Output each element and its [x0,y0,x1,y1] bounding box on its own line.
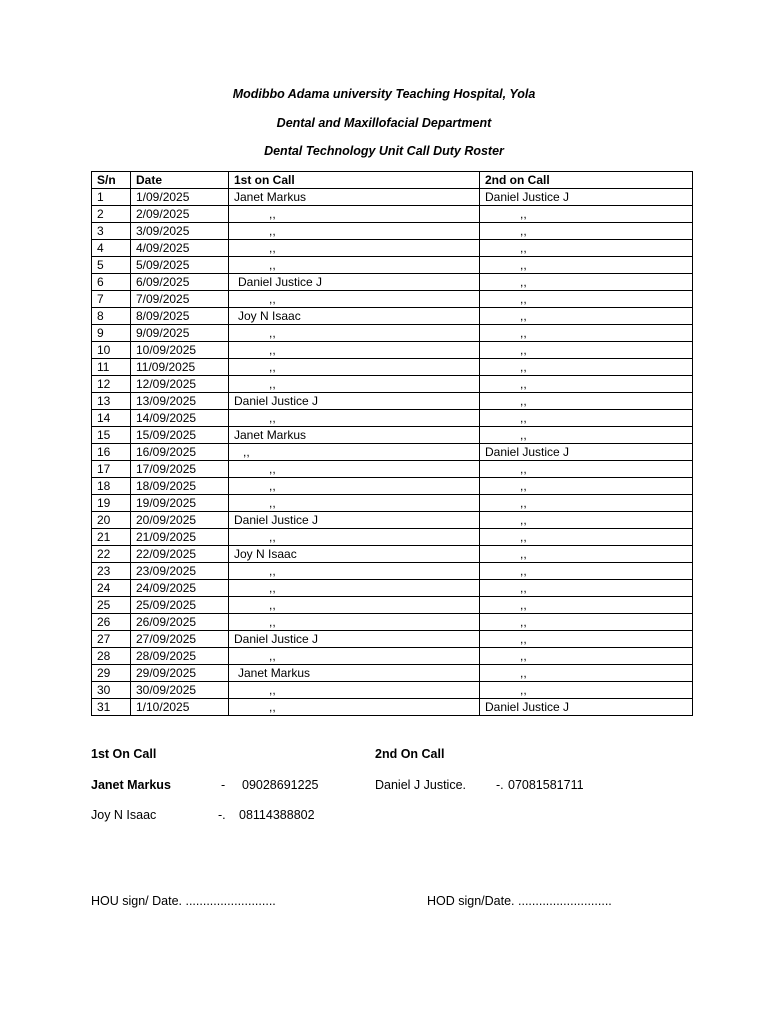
cell-sn: 20 [92,512,131,529]
table-row [92,478,693,495]
cell-second-on-call: Daniel Justice J [480,699,693,716]
table-row [92,665,693,682]
table-row [92,342,693,359]
table-row [92,563,693,580]
cell-sn: 10 [92,342,131,359]
contact-joy-name: Joy N Isaac [91,808,157,822]
contact-janet-name: Janet Markus [91,778,171,792]
cell-second-on-call: ,, [480,478,693,495]
cell-second-on-call: ,, [480,546,693,563]
cell-first-on-call: Daniel Justice J [229,512,480,529]
cell-sn: 12 [92,376,131,393]
cell-first-on-call: ,, [229,342,480,359]
roster-table [91,171,693,716]
hou-signature-line: HOU sign/ Date. .......................... [91,894,276,908]
cell-sn: 30 [92,682,131,699]
cell-second-on-call: ,, [480,529,693,546]
cell-first-on-call: ,, [229,206,480,223]
table-row [92,495,693,512]
roster-title: Dental Technology Unit Call Duty Roster [264,144,504,158]
cell-sn: 28 [92,648,131,665]
cell-sn: 2 [92,206,131,223]
table-row [92,359,693,376]
cell-date: 21/09/2025 [131,529,229,546]
table-row [92,512,693,529]
cell-sn: 25 [92,597,131,614]
cell-sn: 24 [92,580,131,597]
cell-first-on-call: ,, [229,614,480,631]
cell-second-on-call: ,, [480,359,693,376]
cell-first-on-call: ,, [229,478,480,495]
table-row [92,597,693,614]
contact-janet-separator: - [221,778,226,792]
table-row [92,631,693,648]
cell-first-on-call: ,, [229,325,480,342]
cell-sn: 5 [92,257,131,274]
cell-date: 16/09/2025 [131,444,229,461]
cell-second-on-call: ,, [480,342,693,359]
cell-date: 7/09/2025 [131,291,229,308]
cell-second-on-call: ,, [480,631,693,648]
hod-signature-line: HOD sign/Date. ........................... [427,894,612,908]
cell-first-on-call: Joy N Isaac [229,546,480,563]
cell-sn: 31 [92,699,131,716]
contact-janet-phone: 09028691225 [242,778,319,792]
cell-second-on-call: ,, [480,410,693,427]
cell-first-on-call: Daniel Justice J [229,631,480,648]
cell-sn: 21 [92,529,131,546]
cell-second-on-call: ,, [480,206,693,223]
table-row [92,444,693,461]
cell-first-on-call: ,, [229,495,480,512]
cell-sn: 4 [92,240,131,257]
cell-first-on-call: ,, [229,597,480,614]
cell-date: 5/09/2025 [131,257,229,274]
cell-second-on-call: ,, [480,580,693,597]
table-row [92,206,693,223]
column-header-date: Date [131,172,229,189]
cell-sn: 13 [92,393,131,410]
cell-second-on-call: ,, [480,682,693,699]
cell-sn: 6 [92,274,131,291]
table-row [92,393,693,410]
cell-first-on-call: Janet Markus [229,189,480,206]
table-row [92,308,693,325]
cell-date: 20/09/2025 [131,512,229,529]
cell-first-on-call: ,, [229,223,480,240]
cell-date: 10/09/2025 [131,342,229,359]
cell-date: 28/09/2025 [131,648,229,665]
cell-sn: 23 [92,563,131,580]
cell-first-on-call: ,, [229,461,480,478]
cell-second-on-call: ,, [480,614,693,631]
cell-date: 30/09/2025 [131,682,229,699]
cell-first-on-call: ,, [229,240,480,257]
contact-joy-phone: 08114388802 [239,808,315,822]
cell-second-on-call: ,, [480,461,693,478]
cell-first-on-call: ,, [229,291,480,308]
table-row [92,274,693,291]
contact-joy-separator: -. [218,808,226,822]
first-on-call-heading: 1st On Call [91,747,157,761]
cell-first-on-call: ,, [229,257,480,274]
table-row [92,240,693,257]
cell-date: 6/09/2025 [131,274,229,291]
column-header-first-on-call: 1st on Call [229,172,480,189]
cell-date: 11/09/2025 [131,359,229,376]
cell-first-on-call: Daniel Justice J [229,393,480,410]
cell-first-on-call: ,, [229,648,480,665]
cell-sn: 7 [92,291,131,308]
second-on-call-heading: 2nd On Call [375,747,445,761]
hospital-title: Modibbo Adama university Teaching Hospital, Yola [232,87,536,101]
cell-second-on-call: ,, [480,495,693,512]
cell-sn: 1 [92,189,131,206]
cell-sn: 8 [92,308,131,325]
cell-first-on-call: ,, [229,529,480,546]
cell-date: 2/09/2025 [131,206,229,223]
cell-sn: 11 [92,359,131,376]
cell-date: 4/09/2025 [131,240,229,257]
cell-second-on-call: ,, [480,597,693,614]
table-row [92,223,693,240]
cell-date: 15/09/2025 [131,427,229,444]
cell-first-on-call: ,, [229,410,480,427]
cell-date: 9/09/2025 [131,325,229,342]
table-row [92,410,693,427]
cell-second-on-call: ,, [480,563,693,580]
table-row [92,682,693,699]
cell-date: 26/09/2025 [131,614,229,631]
cell-second-on-call: ,, [480,512,693,529]
table-row [92,546,693,563]
cell-second-on-call: ,, [480,376,693,393]
cell-first-on-call: ,, [229,699,480,716]
cell-first-on-call: Joy N Isaac [229,308,480,325]
cell-date: 1/09/2025 [131,189,229,206]
column-header-sn: S/n [92,172,131,189]
cell-date: 18/09/2025 [131,478,229,495]
cell-sn: 18 [92,478,131,495]
cell-date: 1/10/2025 [131,699,229,716]
cell-sn: 9 [92,325,131,342]
cell-second-on-call: ,, [480,393,693,410]
cell-second-on-call: ,, [480,325,693,342]
cell-sn: 14 [92,410,131,427]
contact-daniel-phone: 07081581711 [508,778,584,792]
cell-second-on-call: ,, [480,665,693,682]
cell-second-on-call: ,, [480,223,693,240]
table-row [92,427,693,444]
column-header-second-on-call: 2nd on Call [480,172,693,189]
cell-first-on-call: ,, [229,580,480,597]
table-row [92,189,693,206]
cell-sn: 19 [92,495,131,512]
table-row [92,648,693,665]
table-row [92,614,693,631]
cell-second-on-call: ,, [480,648,693,665]
cell-date: 24/09/2025 [131,580,229,597]
cell-date: 27/09/2025 [131,631,229,648]
cell-date: 3/09/2025 [131,223,229,240]
cell-second-on-call: ,, [480,427,693,444]
roster-body [92,189,693,716]
cell-date: 8/09/2025 [131,308,229,325]
cell-sn: 29 [92,665,131,682]
cell-second-on-call: ,, [480,274,693,291]
cell-first-on-call: Janet Markus [229,665,480,682]
table-row [92,291,693,308]
cell-date: 19/09/2025 [131,495,229,512]
cell-first-on-call: ,, [229,359,480,376]
cell-date: 12/09/2025 [131,376,229,393]
cell-second-on-call: ,, [480,257,693,274]
cell-second-on-call: ,, [480,308,693,325]
contact-daniel-name: Daniel J Justice. [375,778,467,792]
cell-sn: 3 [92,223,131,240]
cell-date: 22/09/2025 [131,546,229,563]
table-row [92,699,693,716]
cell-date: 23/09/2025 [131,563,229,580]
cell-first-on-call: ,, [229,376,480,393]
cell-sn: 15 [92,427,131,444]
cell-second-on-call: Daniel Justice J [480,444,693,461]
cell-date: 13/09/2025 [131,393,229,410]
cell-first-on-call: ,, [229,444,480,461]
cell-first-on-call: ,, [229,563,480,580]
cell-first-on-call: ,, [229,682,480,699]
table-row [92,529,693,546]
cell-sn: 27 [92,631,131,648]
table-row [92,461,693,478]
contact-daniel-separator: -. [496,778,504,792]
cell-date: 14/09/2025 [131,410,229,427]
roster-header-row [92,172,693,189]
cell-first-on-call: Daniel Justice J [229,274,480,291]
cell-second-on-call: ,, [480,291,693,308]
cell-sn: 22 [92,546,131,563]
cell-second-on-call: ,, [480,240,693,257]
cell-sn: 26 [92,614,131,631]
cell-second-on-call: Daniel Justice J [480,189,693,206]
cell-sn: 17 [92,461,131,478]
cell-first-on-call: Janet Markus [229,427,480,444]
table-row [92,325,693,342]
table-row [92,580,693,597]
cell-date: 29/09/2025 [131,665,229,682]
table-row [92,257,693,274]
table-row [92,376,693,393]
cell-date: 25/09/2025 [131,597,229,614]
cell-date: 17/09/2025 [131,461,229,478]
department-title: Dental and Maxillofacial Department [276,116,492,130]
cell-sn: 16 [92,444,131,461]
